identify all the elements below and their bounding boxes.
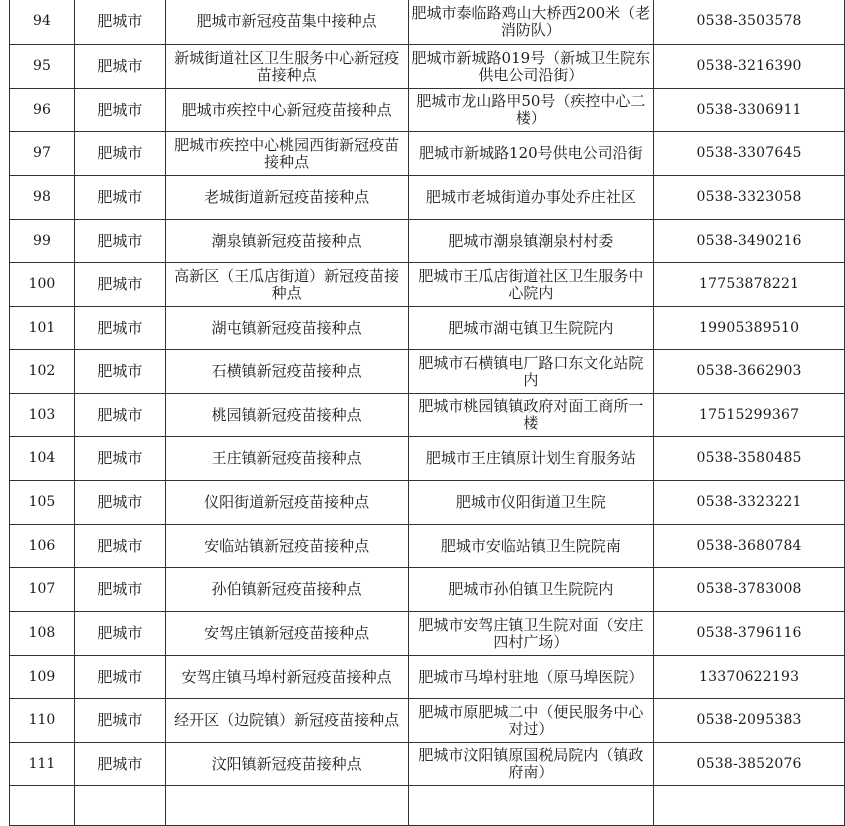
cell-phone: 0538-3490216 (654, 220, 845, 263)
cell-phone: 19905389510 (654, 307, 845, 350)
cell-address: 肥城市仪阳街道卫生院 (408, 481, 654, 525)
cell-address: 肥城市王瓜店街道社区卫生服务中心院内 (408, 263, 654, 307)
cell-city: 肥城市 (74, 568, 165, 612)
cell-site-name: 石横镇新冠疫苗接种点 (165, 350, 408, 394)
cell-city: 肥城市 (74, 307, 165, 350)
cell-site-name: 汶阳镇新冠疫苗接种点 (165, 743, 408, 786)
cell-number: 100 (10, 263, 75, 307)
cell-number: 107 (10, 568, 75, 612)
table-body (10, 0, 845, 826)
cell-phone: 0538-3307645 (654, 132, 845, 176)
cell-number: 105 (10, 481, 75, 525)
cell-city: 肥城市 (74, 45, 165, 89)
cell-site-name (165, 786, 408, 826)
cell-address: 肥城市安驾庄镇卫生院对面（安庄四村广场） (408, 612, 654, 656)
cell-address: 肥城市龙山路甲50号（疾控中心二楼） (408, 89, 654, 132)
table-row (10, 437, 845, 481)
table-row (10, 263, 845, 307)
cell-city: 肥城市 (74, 656, 165, 699)
cell-number: 95 (10, 45, 75, 89)
cell-city: 肥城市 (74, 0, 165, 45)
cell-city: 肥城市 (74, 89, 165, 132)
cell-address: 肥城市新城路120号供电公司沿街 (408, 132, 654, 176)
cell-number: 97 (10, 132, 75, 176)
table-row (10, 89, 845, 132)
cell-site-name: 新城街道社区卫生服务中心新冠疫苗接种点 (165, 45, 408, 89)
table-row (10, 350, 845, 394)
cell-city: 肥城市 (74, 220, 165, 263)
cell-city: 肥城市 (74, 350, 165, 394)
table-row (10, 743, 845, 786)
cell-city: 肥城市 (74, 525, 165, 568)
table-row (10, 0, 845, 45)
cell-number: 104 (10, 437, 75, 481)
cell-site-name: 安驾庄镇新冠疫苗接种点 (165, 612, 408, 656)
cell-city (74, 786, 165, 826)
cell-phone (654, 786, 845, 826)
table-row (10, 481, 845, 525)
cell-site-name: 经开区（边院镇）新冠疫苗接种点 (165, 699, 408, 743)
cell-address: 肥城市王庄镇原计划生育服务站 (408, 437, 654, 481)
cell-phone: 0538-2095383 (654, 699, 845, 743)
cell-address: 肥城市原肥城二中（便民服务中心对过） (408, 699, 654, 743)
cell-address: 肥城市桃园镇镇政府对面工商所一楼 (408, 394, 654, 437)
cell-address: 肥城市石横镇电厂路口东文化站院内 (408, 350, 654, 394)
cell-site-name: 高新区（王瓜店街道）新冠疫苗接种点 (165, 263, 408, 307)
table-row (10, 612, 845, 656)
cell-phone: 0538-3783008 (654, 568, 845, 612)
cell-number: 106 (10, 525, 75, 568)
cell-city: 肥城市 (74, 743, 165, 786)
cell-city: 肥城市 (74, 437, 165, 481)
cell-address: 肥城市汶阳镇原国税局院内（镇政府南） (408, 743, 654, 786)
cell-number: 109 (10, 656, 75, 699)
cell-phone: 17515299367 (654, 394, 845, 437)
table-row (10, 307, 845, 350)
cell-site-name: 肥城市疾控中心桃园西街新冠疫苗接种点 (165, 132, 408, 176)
table-row (10, 568, 845, 612)
cell-number: 102 (10, 350, 75, 394)
cell-number: 111 (10, 743, 75, 786)
cell-phone: 13370622193 (654, 656, 845, 699)
cell-site-name: 潮泉镇新冠疫苗接种点 (165, 220, 408, 263)
cell-city: 肥城市 (74, 263, 165, 307)
cell-phone: 0538-3323221 (654, 481, 845, 525)
cell-city: 肥城市 (74, 481, 165, 525)
cell-address: 肥城市新城路019号（新城卫生院东供电公司沿街） (408, 45, 654, 89)
cell-number (10, 786, 75, 826)
cell-phone: 0538-3662903 (654, 350, 845, 394)
cell-number: 101 (10, 307, 75, 350)
cell-phone: 0538-3323058 (654, 176, 845, 220)
cell-city: 肥城市 (74, 132, 165, 176)
cell-site-name: 桃园镇新冠疫苗接种点 (165, 394, 408, 437)
cell-site-name: 肥城市新冠疫苗集中接种点 (165, 0, 408, 45)
cell-phone: 0538-3580485 (654, 437, 845, 481)
cell-phone: 17753878221 (654, 263, 845, 307)
cell-number: 98 (10, 176, 75, 220)
cell-site-name: 老城街道新冠疫苗接种点 (165, 176, 408, 220)
cell-address: 肥城市湖屯镇卫生院院内 (408, 307, 654, 350)
cell-site-name: 湖屯镇新冠疫苗接种点 (165, 307, 408, 350)
cell-phone: 0538-3796116 (654, 612, 845, 656)
cell-city: 肥城市 (74, 699, 165, 743)
cell-site-name: 仪阳街道新冠疫苗接种点 (165, 481, 408, 525)
table-row (10, 699, 845, 743)
table-row (10, 45, 845, 89)
table-row (10, 176, 845, 220)
table-row (10, 786, 845, 826)
cell-address: 肥城市老城街道办事处乔庄社区 (408, 176, 654, 220)
cell-site-name: 肥城市疾控中心新冠疫苗接种点 (165, 89, 408, 132)
cell-number: 103 (10, 394, 75, 437)
cell-number: 94 (10, 0, 75, 45)
cell-site-name: 安临站镇新冠疫苗接种点 (165, 525, 408, 568)
table-row (10, 220, 845, 263)
table-row (10, 132, 845, 176)
cell-city: 肥城市 (74, 394, 165, 437)
cell-number: 96 (10, 89, 75, 132)
vaccination-sites-table (9, 0, 845, 826)
cell-site-name: 孙伯镇新冠疫苗接种点 (165, 568, 408, 612)
cell-address (408, 786, 654, 826)
cell-number: 110 (10, 699, 75, 743)
cell-phone: 0538-3306911 (654, 89, 845, 132)
cell-phone: 0538-3680784 (654, 525, 845, 568)
cell-phone: 0538-3503578 (654, 0, 845, 45)
cell-city: 肥城市 (74, 612, 165, 656)
cell-address: 肥城市孙伯镇卫生院院内 (408, 568, 654, 612)
cell-phone: 0538-3216390 (654, 45, 845, 89)
cell-site-name: 安驾庄镇马埠村新冠疫苗接种点 (165, 656, 408, 699)
cell-address: 肥城市马埠村驻地（原马埠医院） (408, 656, 654, 699)
cell-city: 肥城市 (74, 176, 165, 220)
cell-number: 99 (10, 220, 75, 263)
cell-address: 肥城市安临站镇卫生院院南 (408, 525, 654, 568)
table-row (10, 656, 845, 699)
table-row (10, 525, 845, 568)
cell-number: 108 (10, 612, 75, 656)
table-row (10, 394, 845, 437)
cell-address: 肥城市泰临路鸡山大桥西200米（老消防队） (408, 0, 654, 45)
cell-phone: 0538-3852076 (654, 743, 845, 786)
cell-site-name: 王庄镇新冠疫苗接种点 (165, 437, 408, 481)
cell-address: 肥城市潮泉镇潮泉村村委 (408, 220, 654, 263)
